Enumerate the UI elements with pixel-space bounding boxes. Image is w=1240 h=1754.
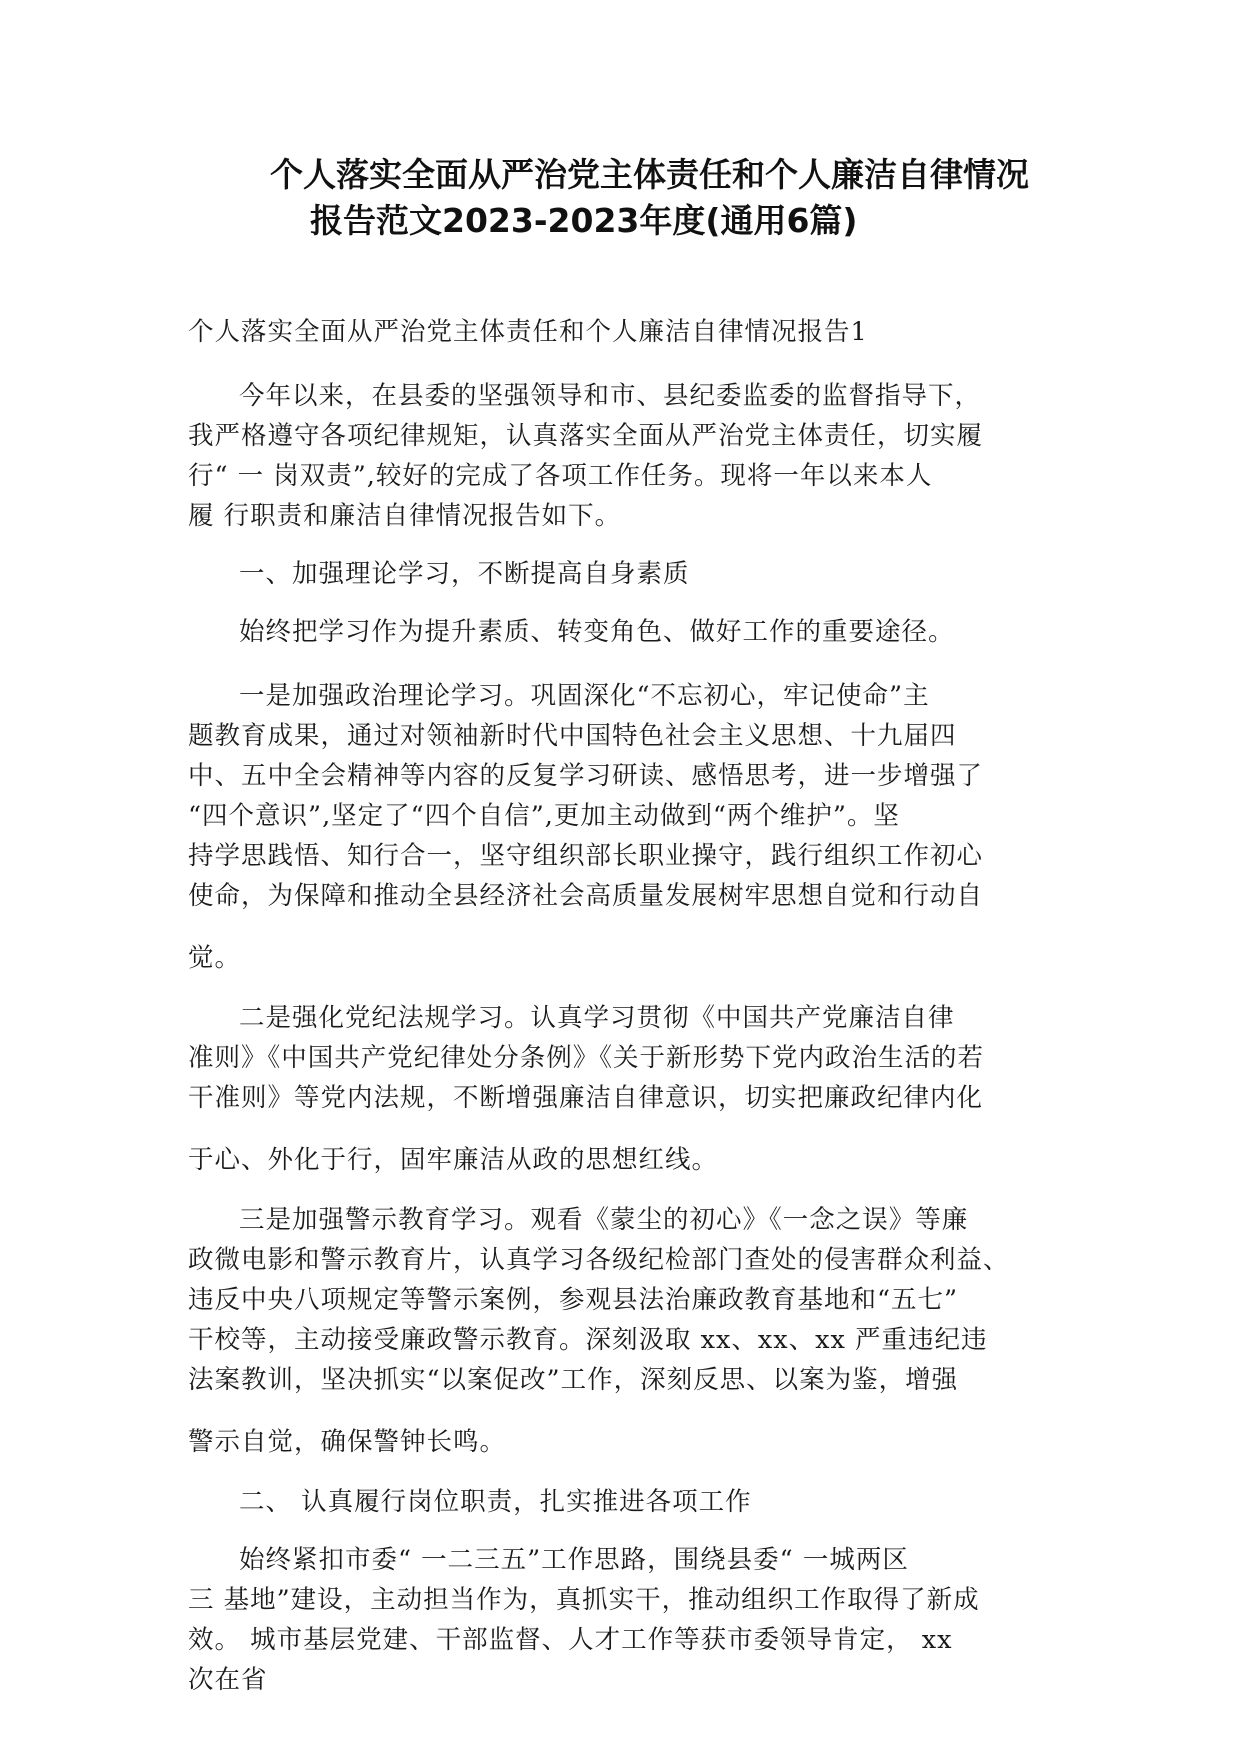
paragraph-line: 觉。 bbox=[188, 943, 242, 973]
paragraph-line: 法案教训，坚决抓实“以案促改”工作，深刻反思、以案为鉴，增强 bbox=[188, 1365, 959, 1395]
section-2-heading: 二、 认真履行岗位职责，扎实推进各项工作 bbox=[239, 1487, 752, 1517]
document-title bbox=[230, 152, 1070, 244]
paragraph-line: 干准则》等党内法规，不断增强廉洁自律意识，切实把廉政纪律内化 bbox=[188, 1083, 984, 1113]
title-line-1: 个人落实全面从严治党主体责任和个人廉洁自律情况 bbox=[270, 155, 1029, 194]
section-2-paragraph bbox=[188, 1540, 1058, 1700]
intro-line: 行“ 一 岗双责”,较好的完成了各项工作任务。现将一年以来本人 bbox=[188, 461, 933, 491]
paragraph-line: 次在省 bbox=[188, 1665, 268, 1695]
paragraph-line: 三是加强警示教育学习。观看《蒙尘的初心》《一念之误》等廉 bbox=[239, 1205, 969, 1235]
paragraph-line: 效。 城市基层党建、干部监督、人才工作等获市委领导肯定， xx bbox=[188, 1625, 953, 1655]
paragraph-line: 题教育成果，通过对领袖新时代中国特色社会主义思想、十九届四 bbox=[188, 721, 957, 751]
paragraph-line: 使命，为保障和推动全县经济社会高质量发展树牢思想自觉和行动自 bbox=[188, 881, 984, 911]
paragraph-line: 警示自觉，确保警钟长鸣。 bbox=[188, 1427, 507, 1457]
section-1-heading: 一、加强理论学习，不断提高自身素质 bbox=[239, 559, 690, 589]
paragraph-line: “四个意识”,坚定了“四个自信”,更加主动做到“两个维护”。坚 bbox=[188, 801, 900, 831]
title-line-2: 报告范文2023-2023年度(通用6篇) bbox=[310, 201, 858, 240]
intro-line: 今年以来，在县委的坚强领导和市、县纪委监委的监督指导下， bbox=[239, 381, 982, 411]
paragraph-line: 违反中央八项规定等警示案例，参观县法治廉政教育基地和“五七” bbox=[188, 1285, 959, 1315]
paragraph-line: 准则》《中国共产党纪律处分条例》《关于新形势下党内政治生活的若 bbox=[188, 1043, 985, 1073]
paragraph-line: 政微电影和警示教育片，认真学习各级纪检部门查处的侵害群众利益、 bbox=[188, 1245, 1010, 1275]
political-study-paragraph bbox=[188, 676, 1058, 978]
intro-paragraph bbox=[188, 376, 1058, 536]
warning-education-paragraph bbox=[188, 1200, 1058, 1462]
section-1-lead: 始终把学习作为提升素质、转变角色、做好工作的重要途径。 bbox=[239, 617, 955, 647]
document-body bbox=[188, 312, 1058, 1700]
paragraph-line: 三 基地”建设，主动担当作为，真抓实干，推动组织工作取得了新成 bbox=[188, 1585, 980, 1615]
discipline-study-paragraph bbox=[188, 998, 1058, 1180]
paragraph-line: 一是加强政治理论学习。巩固深化“不忘初心，牢记使命”主 bbox=[239, 681, 930, 711]
paragraph-line: 持学思践悟、知行合一，坚守组织部长职业操守，践行组织工作初心 bbox=[188, 841, 984, 871]
paragraph-line: 二是强化党纪法规学习。认真学习贯彻《中国共产党廉洁自律 bbox=[239, 1003, 955, 1033]
report-heading: 个人落实全面从严治党主体责任和个人廉洁自律情况报告1 bbox=[188, 317, 868, 347]
intro-line: 履 行职责和廉洁自律情况报告如下。 bbox=[188, 501, 622, 531]
intro-line: 我严格遵守各项纪律规矩，认真落实全面从严治党主体责任，切实履 bbox=[188, 421, 984, 451]
paragraph-line: 干校等，主动接受廉政警示教育。深刻汲取 xx、xx、xx 严重违纪违 bbox=[188, 1325, 988, 1355]
paragraph-line: 于心、外化于行，固牢廉洁从政的思想红线。 bbox=[188, 1145, 719, 1175]
paragraph-line: 始终紧扣市委“ 一二三五”工作思路，围绕县委“ 一城两区 bbox=[239, 1545, 909, 1575]
paragraph-line: 中、五中全会精神等内容的反复学习研读、感悟思考，进一步增强了 bbox=[188, 761, 984, 791]
